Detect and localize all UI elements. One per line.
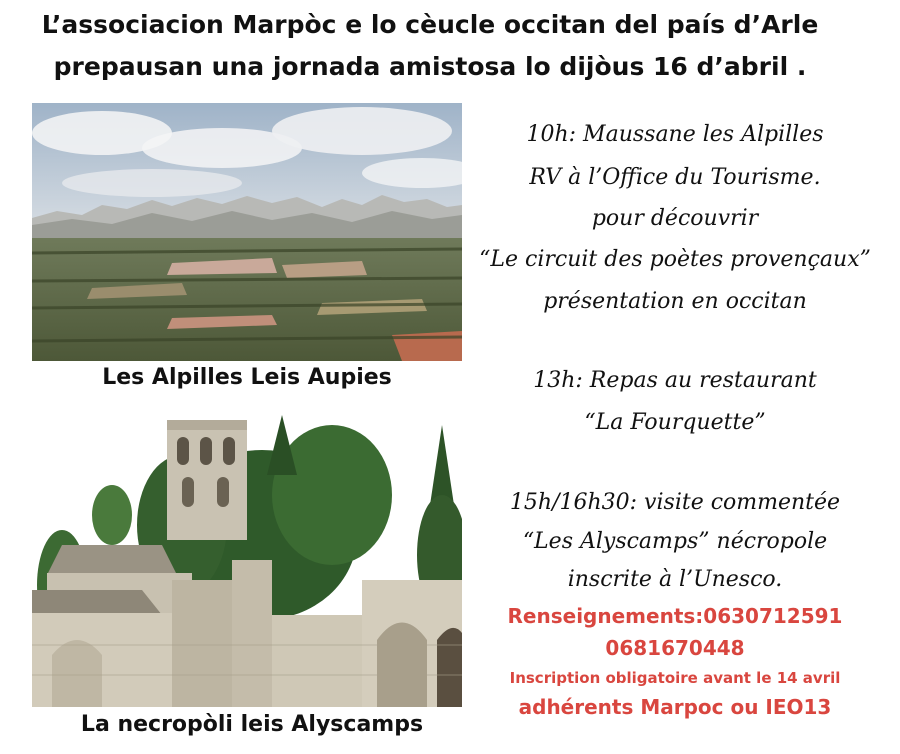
alyscamps-caption: La necropòli leis Alyscamps (80, 712, 424, 737)
program-lunch-time: 13h: Repas au restaurant (533, 368, 817, 393)
alpilles-caption: Les Alpilles Leis Aupies (102, 365, 392, 390)
title-line-2: prepausan una jornada amistosa lo dijòus 16 d’abril . (53, 52, 807, 81)
contact-phone-1: Renseignements:0630712591 (507, 604, 843, 628)
program-afternoon-visit: “Les Alyscamps” nécropole (522, 529, 828, 554)
program-morning-presentation: présentation en occitan (543, 289, 807, 314)
program-morning-discover: pour découvrir (591, 206, 759, 231)
program-lunch-restaurant: “La Fourquette” (584, 410, 766, 435)
registration-note: Inscription obligatoire avant le 14 avril (509, 669, 841, 687)
contact-phone-2: 0681670448 (605, 636, 745, 660)
program-morning-meeting: RV à l’Office du Tourisme. (529, 165, 821, 190)
program-afternoon-time: 15h/16h30: visite commentée (509, 490, 841, 515)
alyscamps-church-photo (32, 415, 462, 707)
program-morning-time: 10h: Maussane les Alpilles (526, 122, 824, 147)
program-afternoon-unesco: inscrite à l’Unesco. (567, 567, 783, 592)
alpilles-landscape-photo (32, 103, 462, 361)
program-morning-circuit: “Le circuit des poètes provençaux” (479, 247, 871, 272)
title-line-1: L’associacion Marpòc e lo cèucle occitan del país d’Arle (41, 10, 819, 39)
audience-note: adhérents Marpoc ou IEO13 (518, 695, 832, 719)
